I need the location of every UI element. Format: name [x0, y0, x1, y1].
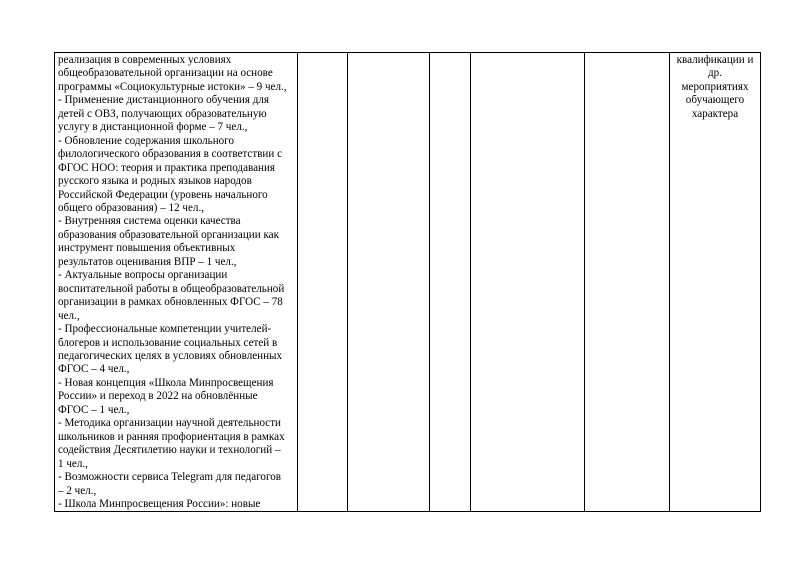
form-text-line: характера: [691, 107, 739, 120]
empty-cell-6: [585, 53, 670, 512]
activities-text-line: блогеров и использование социальных сетей в: [58, 336, 278, 349]
activities-text-line: школьников и ранняя профориентация в рамках: [58, 430, 285, 443]
activities-text-line: программы «Социокультурные истоки» – 9 чел.,: [58, 80, 287, 93]
empty-cell-2: [298, 53, 348, 512]
activities-text-line: - Внутренняя система оценки качества: [58, 215, 241, 228]
activities-text-line: детей с ОВЗ, получающих образовательную: [58, 107, 267, 120]
report-table: [54, 52, 761, 512]
form-cell: [670, 53, 761, 512]
activities-text-line: - Школа Минпросвещения России»: новые: [58, 497, 261, 510]
activities-text-line: 1 чел.,: [58, 457, 88, 470]
activities-text-line: - Актуальные вопросы организации: [58, 269, 228, 282]
activities-text-line: общего образования) – 12 чел.,: [58, 201, 205, 214]
activities-text-line: – 2 чел.,: [58, 484, 97, 497]
activities-text-line: педагогических целях в условиях обновленных: [58, 349, 283, 362]
form-text-line: мероприятиях: [681, 80, 749, 93]
activities-text-line: России» и переход в 2022 на обновлённые: [58, 390, 258, 403]
activities-text-line: реализация в современных условиях: [58, 54, 232, 66]
activities-text-line: воспитательной работы в общеобразовательной: [58, 282, 285, 295]
form-text-line: др.: [708, 67, 722, 80]
activities-text: [55, 53, 297, 511]
empty-cell-3: [348, 53, 430, 512]
form-text-line: квалификации и: [676, 54, 754, 66]
activities-text-line: ФГОС – 4 чел.,: [58, 363, 130, 376]
activities-text-line: инструмент повышения объективных: [58, 242, 236, 255]
activities-text-line: образования образовательной организации как: [58, 228, 279, 241]
activities-text-line: русского языка и родных языков народов: [58, 175, 252, 188]
activities-text-line: филологического образования в соответствии с: [58, 148, 282, 161]
activities-text-line: результатов оценивания ВПР – 1 чел.,: [58, 255, 237, 268]
activities-text-line: ФГОС НОО: теория и практика преподавания: [58, 161, 275, 174]
table-row: [55, 53, 761, 512]
activities-text-line: - Методика организации научной деятельности: [58, 417, 281, 430]
activities-text-line: содействия Десятилетию науки и технологий –: [58, 444, 281, 457]
activities-text-line: чел.,: [58, 309, 80, 322]
form-text: [670, 53, 760, 121]
activities-text-line: ФГОС – 1 чел.,: [58, 403, 130, 416]
activities-text-line: - Возможности сервиса Telegram для педагогов: [58, 471, 282, 484]
form-text-line: обучающего: [685, 94, 745, 107]
activities-text-line: - Новая концепция «Школа Минпросвещения: [58, 376, 274, 389]
activities-text-line: Российской Федерации (уровень начального: [58, 188, 268, 201]
empty-cell-4: [430, 53, 471, 512]
empty-cell-5: [471, 53, 585, 512]
activities-text-line: услугу в дистанционной форме – 7 чел.,: [58, 121, 248, 134]
activities-cell: [55, 53, 298, 512]
activities-text-line: - Обновление содержания школьного: [58, 134, 235, 147]
activities-text-line: - Профессиональные компетенции учителей-: [58, 323, 272, 336]
activities-text-line: общеобразовательной организации на основе: [58, 67, 273, 80]
activities-text-line: организации в рамках обновленных ФГОС – 78: [58, 296, 283, 309]
activities-text-line: - Применение дистанционного обучения для: [58, 94, 269, 107]
